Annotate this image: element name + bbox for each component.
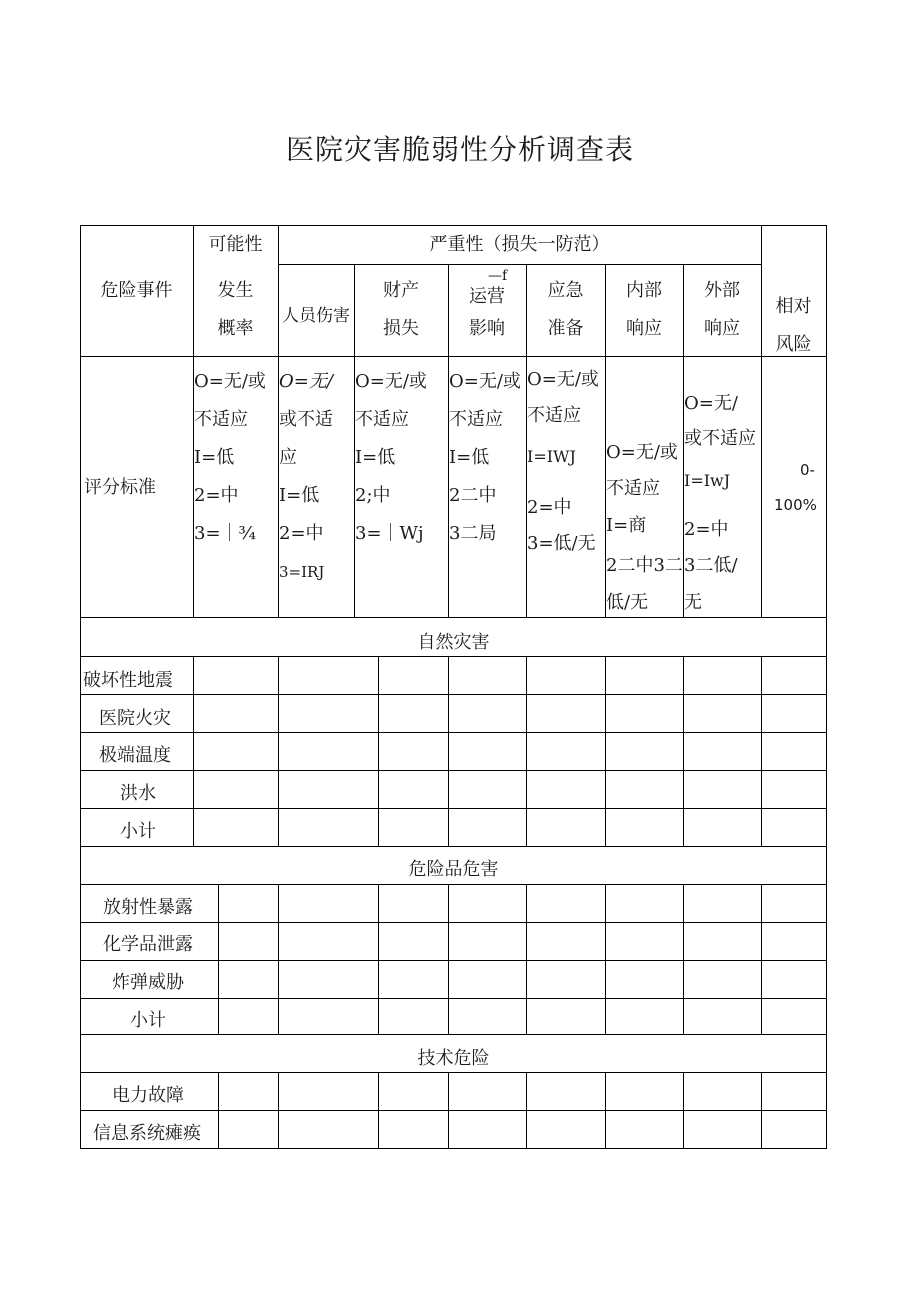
hazard-row-label: 洪水 (120, 783, 156, 804)
column-rule (526, 884, 527, 1034)
criteria-line: O=无/或 (527, 369, 599, 390)
hazard-row-label: 医院火灾 (99, 708, 171, 729)
criteria-line: I=低 (355, 447, 396, 468)
relative-risk-header-line1: 相对 (775, 296, 812, 317)
severity-header: 严重性（损失一防范） (429, 234, 610, 255)
criteria-line: 不适应 (449, 409, 503, 430)
human-impact-header: 人员伤害 (282, 306, 350, 326)
section-title-hazardous-materials: 危险品危害 (408, 859, 499, 880)
column-rule (683, 656, 684, 846)
column-rule (761, 884, 762, 1034)
criteria-label: 评分标准 (84, 477, 156, 498)
property-loss-header-line2: 损失 (383, 318, 419, 339)
hazard-row-label: 放射性暴露 (103, 897, 193, 918)
preparedness-header-line1: 应急 (547, 280, 584, 301)
criteria-line: O=无/或 (606, 442, 678, 463)
criteria-line: O=无/ (684, 393, 738, 414)
column-rule (278, 656, 279, 846)
hazard-row-label: 信息系统瘫痪 (93, 1123, 201, 1144)
column-rule (761, 656, 762, 846)
probability-header-line1: 发生 (217, 280, 254, 301)
external-response-header-line2: 响应 (704, 318, 740, 339)
column-rule (278, 884, 279, 1034)
criteria-line: I=IwJ (684, 471, 731, 490)
probability-header-line2: 概率 (217, 318, 254, 339)
internal-response-header-line2: 响应 (626, 318, 662, 339)
hazard-row-label: 破坏性地震 (83, 670, 173, 691)
internal-response-header-line1: 内部 (626, 280, 662, 301)
criteria-line: 或不适 (279, 409, 333, 430)
column-rule (761, 225, 762, 617)
criteria-line: 2=中 (194, 485, 239, 506)
criteria-line: 不适应 (527, 405, 581, 426)
hazard-row-label: 小计 (120, 821, 156, 842)
column-rule (761, 1072, 762, 1148)
column-rule (218, 1072, 219, 1148)
criteria-line: 2二中3二 (606, 555, 683, 576)
criteria-line: 不适应 (194, 409, 248, 430)
hazard-event-header: 危险事件 (100, 280, 173, 301)
criteria-bottom-rule (80, 617, 827, 618)
preparedness-header-line2: 准备 (547, 318, 584, 339)
external-response-header-line1: 外部 (704, 280, 740, 301)
table-left-border (80, 225, 81, 1149)
row-rule (80, 846, 827, 847)
hazard-row-label: 极端温度 (99, 745, 171, 766)
criteria-line: I=低 (449, 447, 490, 468)
operations-impact-header-line2: 影响 (469, 318, 505, 339)
operations-impact-header-line1: 运营 (469, 286, 505, 307)
column-rule (378, 884, 379, 1034)
hazard-row-label: 电力故障 (112, 1085, 184, 1106)
row-rule (80, 1034, 827, 1035)
column-rule (605, 884, 606, 1034)
criteria-line: 100% (774, 496, 817, 514)
column-rule (278, 1072, 279, 1148)
hazard-row-label: 炸弹威胁 (112, 972, 184, 993)
likelihood-header: 可能性 (208, 234, 263, 255)
column-rule (378, 1072, 379, 1148)
column-rule (448, 884, 449, 1034)
column-rule (448, 656, 449, 846)
hazard-row-label: 小计 (130, 1010, 166, 1031)
criteria-line: 2;中 (355, 485, 391, 506)
criteria-line: O=无/ (279, 371, 333, 392)
hazard-row-label: 化学品泄露 (103, 934, 193, 955)
property-loss-header-line1: 财产 (383, 280, 419, 301)
criteria-line: I=低 (194, 447, 235, 468)
criteria-line: 3=｜Wj (355, 523, 424, 544)
criteria-line: 3二低/ (684, 555, 738, 576)
column-rule (683, 1072, 684, 1148)
operations-mark: —f (488, 268, 508, 284)
table-right-border (826, 225, 827, 1149)
page-title: 医院灾害脆弱性分析调查表 (285, 133, 634, 166)
column-rule (605, 1072, 606, 1148)
criteria-line: 2=中 (684, 519, 729, 540)
column-rule (526, 1072, 527, 1148)
column-rule (683, 884, 684, 1034)
criteria-line: 不适应 (606, 478, 660, 499)
header-rule (278, 264, 761, 265)
column-rule (193, 656, 194, 846)
criteria-line: 低/无 (606, 592, 649, 613)
criteria-line: 3=｜¾ (194, 523, 256, 544)
column-rule (378, 656, 379, 846)
column-rule (448, 1072, 449, 1148)
criteria-line: 无 (684, 592, 702, 613)
criteria-line: 2=中 (279, 523, 324, 544)
criteria-line: I=IWJ (527, 447, 576, 466)
criteria-line: 3=IRJ (279, 563, 325, 581)
criteria-line: O=无/或 (355, 371, 427, 392)
criteria-line: O=无/或 (449, 371, 521, 392)
criteria-line: I=商 (606, 515, 647, 536)
criteria-line: 2二中 (449, 485, 497, 506)
criteria-line: 3=低/无 (527, 533, 596, 554)
criteria-line: 2=中 (527, 497, 572, 518)
relative-risk-header-line2: 风险 (775, 334, 812, 355)
column-rule (526, 656, 527, 846)
criteria-line: O=无/或 (194, 371, 266, 392)
criteria-line: 3二局 (449, 523, 497, 544)
column-rule (605, 656, 606, 846)
column-rule (218, 884, 219, 1034)
criteria-line: I=低 (279, 485, 320, 506)
criteria-line: 或不适应 (684, 428, 756, 449)
row-rule (80, 998, 827, 999)
criteria-line: 应 (279, 447, 297, 468)
criteria-line: 0- (800, 461, 815, 479)
section-title-natural-disasters: 自然灾害 (417, 632, 490, 653)
section-title-technological-hazards: 技术危险 (417, 1048, 490, 1069)
criteria-line: 不适应 (355, 409, 409, 430)
row-rule (80, 1110, 827, 1111)
